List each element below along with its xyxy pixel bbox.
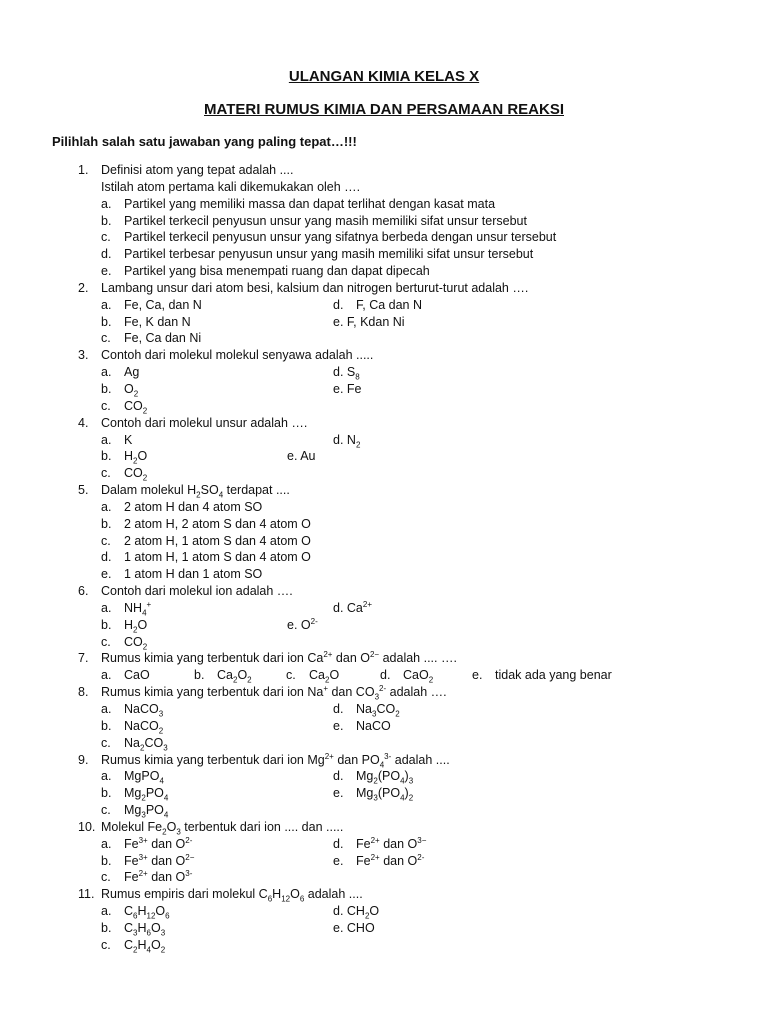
option-text: F, Ca dan N [356, 297, 423, 312]
option-letter: a. [101, 365, 112, 380]
question-line [0, 684, 768, 701]
question-line [0, 415, 768, 432]
answer-option [101, 566, 262, 583]
option-letter: d. [333, 702, 344, 716]
option-text: $NH_4^+$ [124, 599, 152, 618]
question-number: 8. [78, 685, 89, 700]
option-letter: d. [333, 836, 344, 851]
answer-option [101, 516, 311, 533]
answer-option [101, 246, 533, 263]
option-text: K [124, 432, 133, 447]
answer-option [101, 314, 191, 331]
question-line [0, 650, 768, 667]
answer-options-row [0, 448, 768, 465]
option-text: e. CHO [333, 920, 375, 935]
answer-option [101, 853, 194, 870]
answer-option [101, 213, 527, 230]
question-line [0, 752, 768, 769]
option-letter: e. [333, 786, 344, 801]
answer-option [101, 398, 147, 415]
answer-option [333, 381, 362, 398]
option-text: Ag [124, 365, 140, 380]
question-stem: Contoh dari molekul molekul senyawa adalah ..... [101, 348, 374, 363]
option-text: 2 atom H dan 4 atom SO [124, 499, 263, 514]
option-text: $Fe^{2+}$ dan $O^{3-}$ [124, 869, 193, 885]
answer-option [333, 314, 405, 331]
answer-option [101, 735, 168, 752]
option-text: Fe, K dan N [124, 314, 191, 329]
option-letter: a. [101, 668, 112, 683]
answer-option [333, 903, 379, 920]
answer-options-row [0, 937, 768, 954]
question-number: 7. [78, 651, 89, 666]
option-text: $CO_2$ [124, 634, 148, 652]
answer-options-row [0, 398, 768, 415]
question-stem: Molekul $Fe_2O_3$ terbentuk dari ion .... dan ..... [101, 819, 344, 837]
question-number: 2. [78, 280, 89, 295]
option-text: $Mg_3(PO_4)_2$ [356, 786, 414, 803]
answer-option [101, 701, 163, 718]
option-text: d. $N_2$ [333, 432, 361, 449]
option-text: $H_2O$ [124, 617, 148, 635]
option-text: CaO [124, 668, 150, 683]
option-letter: a. [101, 499, 112, 514]
option-text: e. Fe [333, 381, 362, 396]
option-text: 1 atom H, 1 atom S dan 4 atom O [124, 550, 311, 565]
option-text: $Ca_2O_2$ [217, 668, 252, 685]
answer-options-row [0, 381, 768, 398]
answer-option [333, 920, 375, 937]
question-number: 1. [78, 163, 89, 177]
answer-option [333, 701, 400, 718]
question-line [0, 179, 768, 196]
option-letter: c. [101, 937, 111, 952]
option-text: $O_2$ [124, 381, 139, 399]
answer-options-row [0, 263, 768, 280]
option-text: $C_6H_{12}O_6$ [124, 904, 170, 921]
answer-options-row [0, 617, 768, 634]
answer-option [333, 600, 372, 617]
option-text: Fe, Ca, dan N [124, 297, 202, 312]
option-letter: c. [101, 533, 111, 548]
document-subtitle: MATERI RUMUS KIMIA DAN PERSAMAAN REAKSI [204, 101, 564, 118]
answer-option [333, 364, 360, 381]
answer-option [101, 196, 495, 213]
answer-option [101, 869, 192, 886]
answer-options-row [0, 735, 768, 752]
option-text: $C_3H_6O_3$ [124, 920, 166, 938]
option-text: $Mg_2(PO_4)_3$ [356, 769, 414, 786]
answer-option [101, 263, 430, 280]
answer-option [101, 920, 165, 937]
option-text: NaCO [356, 718, 391, 733]
option-letter: b. [101, 718, 112, 733]
answer-options-row [0, 718, 768, 735]
option-text: CaO$_2$ [403, 668, 434, 685]
answer-option [333, 785, 413, 802]
answer-option [101, 634, 147, 651]
question-number: 4. [78, 415, 89, 430]
answer-option [101, 937, 165, 954]
answer-options-row [0, 330, 768, 347]
option-letter: a. [101, 836, 112, 851]
option-letter: d. [333, 769, 344, 784]
answer-options-row [0, 213, 768, 230]
answer-option [101, 718, 163, 735]
option-letter: d. [333, 297, 344, 312]
question-number: 9. [78, 752, 89, 767]
option-text: Partikel terbesar penyusun unsur yang masih memiliki sifat unsur tersebut [124, 247, 534, 262]
option-text: $Fe^{2+}$ dan $O^{3-}$ [356, 835, 427, 851]
question-stem: Rumus kimia yang terbentuk dari ion Na+ dan $CO_3^{2-}$ adalah …. [101, 684, 447, 702]
option-text: Partikel yang bisa menempati ruang dan dapat dipecah [124, 264, 430, 279]
question-stem: Rumus empiris dari molekul $C_6H_{12}O_6$ adalah .... [101, 887, 363, 904]
answer-option [101, 802, 168, 819]
answer-option [101, 229, 556, 246]
answer-option [287, 617, 318, 634]
answer-option [101, 903, 170, 920]
option-text: $Ca_2O$ [309, 668, 340, 685]
option-letter: d. [101, 247, 112, 262]
question-stem: Contoh dari molekul unsur adalah …. [101, 415, 308, 430]
option-text: $C_2H_4O_2$ [124, 937, 166, 955]
answer-options-row [0, 836, 768, 853]
question-line [0, 162, 768, 179]
option-text: Partikel terkecil penyusun unsur yang masih memiliki sifat unsur tersebut [124, 213, 527, 228]
option-text: $Fe^{3+}$ dan $O^{2-}$ [124, 835, 193, 851]
option-letter: d. [101, 550, 112, 565]
option-text: $H_2O$ [124, 449, 148, 466]
answer-option [287, 448, 316, 465]
question-number: 6. [78, 584, 89, 599]
option-text: $Mg_3PO_4$ [124, 803, 169, 820]
answer-options-row [0, 634, 768, 651]
question-stem: Contoh dari molekul ion adalah …. [101, 584, 293, 599]
answer-option [101, 533, 311, 550]
question-stem: Istilah atom pertama kali dikemukakan oleh …. [101, 179, 361, 194]
answer-option [380, 667, 433, 684]
question-stem: Rumus kimia yang terbentuk dari ion $Ca^{2+}$ dan $O^{2-}$ adalah .... …. [101, 650, 457, 666]
answer-option [101, 364, 139, 381]
option-text: d. $CH_2O$ [333, 904, 380, 921]
answer-option [101, 432, 132, 449]
option-letter: b. [101, 853, 112, 868]
option-letter: a. [101, 769, 112, 784]
answer-option [333, 718, 391, 735]
option-letter: b. [101, 786, 112, 801]
answer-options-row [0, 533, 768, 550]
option-text: Partikel yang memiliki massa dan dapat terlihat dengan kasat mata [124, 196, 496, 211]
option-letter: b. [101, 617, 112, 632]
option-text: $CO_2$ [124, 466, 148, 483]
answer-option [333, 836, 426, 853]
answer-option [101, 297, 202, 314]
option-letter: c. [101, 398, 111, 413]
answer-option [101, 448, 147, 465]
answer-option [333, 768, 413, 785]
answer-option [333, 297, 422, 314]
option-letter: a. [101, 702, 112, 716]
answer-option [101, 600, 151, 617]
option-text: $Fe^{3+}$ dan $O^{2-}$ [124, 852, 195, 868]
question-line [0, 819, 768, 836]
answer-option [101, 499, 262, 516]
answer-options-row [0, 549, 768, 566]
option-letter: c. [101, 230, 111, 245]
question-line [0, 482, 768, 499]
answer-options-row [0, 785, 768, 802]
option-letter: b. [101, 449, 112, 464]
instruction-text: Pilihlah salah satu jawaban yang paling tepat…!!! [52, 134, 357, 149]
option-text: tidak ada yang benar [495, 668, 612, 683]
answer-options-row [0, 600, 768, 617]
answer-options-row [0, 566, 768, 583]
option-letter: a. [101, 297, 112, 312]
question-line [0, 280, 768, 297]
option-letter: b. [101, 381, 112, 396]
option-text: e. $O^{2-}$ [287, 616, 318, 632]
question-stem: Definisi atom yang tepat adalah .... [101, 163, 294, 177]
option-text: $Na_3CO_2$ [356, 702, 400, 719]
option-letter: e. [333, 718, 344, 733]
answer-option [286, 667, 339, 684]
option-letter: a. [101, 196, 112, 211]
question-list [0, 162, 768, 954]
answer-options-row [0, 869, 768, 886]
question-line [0, 886, 768, 903]
option-text: d. $S_8$ [333, 365, 360, 382]
option-text: d. $Ca^{2+}$ [333, 599, 373, 615]
answer-options-row [0, 314, 768, 331]
answer-options-row [0, 432, 768, 449]
answer-option [101, 768, 164, 785]
answer-options-row [0, 246, 768, 263]
answer-options-row [0, 920, 768, 937]
option-letter: c. [101, 803, 111, 818]
option-text: NaCO$_2$ [124, 718, 164, 736]
question-stem: Lambang unsur dari atom besi, kalsium dan nitrogen berturut-turut adalah …. [101, 280, 529, 295]
answer-option [101, 667, 150, 684]
answer-option [101, 465, 147, 482]
option-text: $Na_2CO_3$ [124, 735, 168, 753]
answer-option [101, 330, 201, 347]
question-line [0, 583, 768, 600]
option-letter: c. [101, 331, 111, 346]
option-text: 2 atom H, 1 atom S dan 4 atom O [124, 533, 311, 548]
option-text: $CO_2$ [124, 398, 148, 416]
option-text: 2 atom H, 2 atom S dan 4 atom O [124, 516, 311, 531]
option-letter: a. [101, 600, 112, 615]
question-number: 11. [78, 887, 95, 902]
option-text: $Fe^{2+}$ dan $O^{2-}$ [356, 852, 425, 868]
question-stem: Rumus kimia yang terbentuk dari ion $Mg^{2+}$ dan $PO_4^{3-}$ adalah .... [101, 751, 450, 770]
option-letter: e. [101, 264, 112, 279]
option-letter: c. [101, 735, 111, 750]
option-letter: b. [101, 314, 112, 329]
answer-options-row [0, 516, 768, 533]
answer-option [333, 853, 424, 870]
answer-options-row [0, 499, 768, 516]
answer-options-row [0, 297, 768, 314]
answer-option [101, 381, 138, 398]
answer-option [333, 432, 360, 449]
option-text: 1 atom H dan 1 atom SO [124, 567, 263, 582]
answer-option [101, 617, 147, 634]
option-letter: c. [286, 668, 296, 683]
option-text: Fe, Ca dan Ni [124, 331, 202, 346]
answer-option [101, 785, 168, 802]
question-number: 5. [78, 483, 89, 498]
answer-options-row [0, 903, 768, 920]
option-letter: c. [101, 870, 111, 885]
option-letter: e. [472, 668, 483, 683]
option-letter: e. [333, 853, 344, 868]
option-letter: b. [101, 920, 112, 935]
answer-options-row [0, 802, 768, 819]
answer-option [472, 667, 612, 684]
option-letter: b. [101, 516, 112, 531]
option-text: e. Au [287, 449, 316, 464]
question-line [0, 347, 768, 364]
option-text: NaCO$_3$ [124, 702, 164, 719]
document-title: ULANGAN KIMIA KELAS X [288, 68, 480, 85]
option-letter: b. [194, 668, 205, 683]
answer-options-row [0, 853, 768, 870]
answer-options-row [0, 465, 768, 482]
option-letter: d. [380, 668, 391, 683]
answer-options-row [0, 229, 768, 246]
question-number: 3. [78, 348, 89, 363]
option-text: e. F, Kdan Ni [333, 314, 405, 329]
answer-options-row [0, 667, 768, 684]
answer-options-row [0, 701, 768, 718]
question-stem: Dalam molekul $H_2SO_4$ terdapat .... [101, 483, 290, 500]
answer-options-row [0, 364, 768, 381]
option-letter: c. [101, 466, 111, 481]
question-number: 10. [78, 819, 96, 834]
option-letter: a. [101, 904, 112, 919]
option-text: MgPO$_4$ [124, 769, 164, 786]
option-letter: c. [101, 634, 111, 649]
answer-options-row [0, 196, 768, 213]
option-text: $Mg_2PO_4$ [124, 786, 169, 803]
option-letter: e. [101, 567, 112, 582]
answer-options-row [0, 768, 768, 785]
answer-option [101, 836, 192, 853]
answer-option [194, 667, 252, 684]
option-letter: b. [101, 213, 112, 228]
option-letter: a. [101, 432, 112, 447]
option-text: Partikel terkecil penyusun unsur yang sifatnya berbeda dengan unsur tersebut [124, 230, 557, 245]
answer-option [101, 549, 311, 566]
